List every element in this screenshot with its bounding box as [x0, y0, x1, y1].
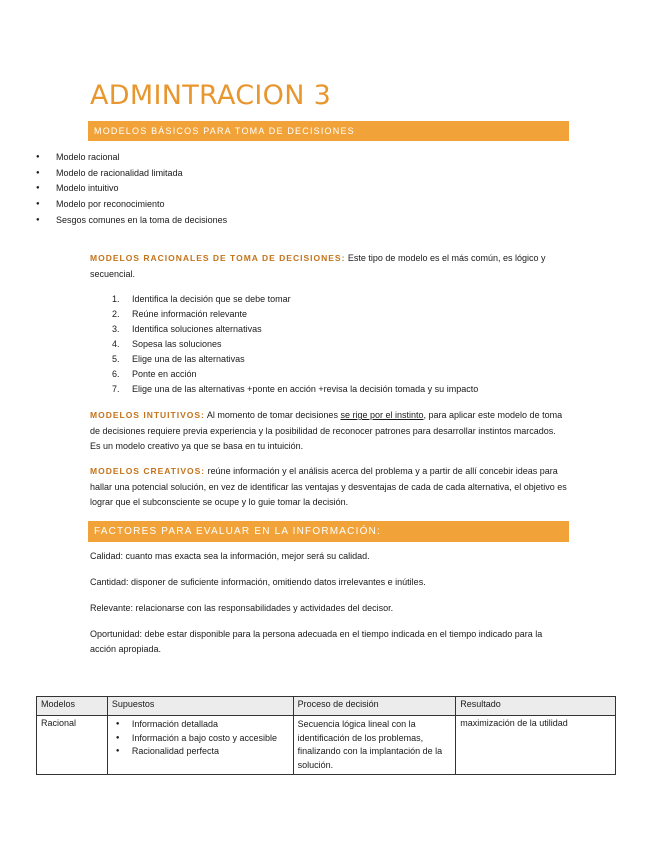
section-heading-factores: FACTORES PARA EVALUAR EN LA INFORMACIÓN:	[88, 521, 569, 542]
list-item	[112, 367, 478, 382]
creativos-paragraph	[90, 464, 568, 511]
list-item: ● Información detallada	[112, 718, 289, 732]
list-item: ● Información a bajo costo y accesible	[112, 732, 289, 746]
header-supuestos: Supuestos	[107, 697, 293, 716]
step-number: 5.	[112, 354, 120, 364]
list-item	[112, 352, 478, 367]
step-number: 3.	[112, 324, 120, 334]
list-item	[112, 322, 478, 337]
step-number: 1.	[112, 294, 120, 304]
step-number: 4.	[112, 339, 120, 349]
racionales-steps	[112, 292, 478, 397]
list-item	[112, 337, 478, 352]
factor-calidad: Calidad: cuanto mas exacta sea la información, mejor será su calidad.	[90, 551, 370, 561]
factor-oportunidad: Oportunidad: debe estar disponible para la persona adecuada en el tiempo indicada en el tiempo indicado para la acción apropiada.	[90, 629, 543, 654]
cell-modelo: Racional	[37, 716, 108, 775]
list-item	[112, 292, 478, 307]
list-item: ● Modelo intuitivo	[36, 181, 227, 197]
racionales-lead: MODELOS RACIONALES DE TOMA DE DECISIONES:	[90, 253, 346, 263]
step-text: Ponte en acción	[132, 369, 197, 379]
factor-cantidad: Cantidad: disponer de suficiente información, omitiendo datos irrelevantes e inútiles.	[90, 577, 426, 587]
step-text: Identifica soluciones alternativas	[132, 324, 262, 334]
intuitivos-underlined: se rige por el instinto	[340, 410, 424, 420]
intuitivos-text-a: Al momento de tomar decisiones	[204, 410, 341, 420]
step-text: Identifica la decisión que se debe tomar	[132, 294, 291, 304]
creativos-lead: MODELOS CREATIVOS:	[90, 466, 206, 476]
section-heading-modelos-basicos: MODELOS BÁSICOS PARA TOMA DE DECISIONES	[88, 121, 569, 141]
list-item: ● Modelo de racionalidad limitada	[36, 166, 227, 182]
modelos-list	[36, 150, 227, 229]
cell-resultado: maximización de la utilidad	[456, 716, 616, 775]
table-header-row	[37, 697, 616, 716]
factor-relevante: Relevante: relacionarse con las responsabilidades y actividades del decisor.	[90, 603, 394, 613]
cell-supuestos	[107, 716, 293, 775]
list-item	[112, 382, 478, 397]
racionales-text: Este tipo de modelo es el más común, es lógico y secuencial.	[90, 253, 546, 279]
step-number: 6.	[112, 369, 120, 379]
step-text: Reúne información relevante	[132, 309, 248, 319]
cell-proceso: Secuencia lógica lineal con la identificación de los problemas, finalizando con la implantación de la solución.	[293, 716, 456, 775]
page-title: ADMINTRACION 3	[90, 80, 332, 111]
header-resultado: Resultado	[456, 697, 616, 716]
step-text: Elige una de las alternativas	[132, 354, 245, 364]
modelos-table	[36, 696, 616, 775]
table-row	[37, 716, 616, 775]
list-item: ● Modelo racional	[36, 150, 227, 166]
intuitivos-text-b: , para aplicar este modelo de toma de decisiones requiere previa experiencia y la posibilidad de reconocer patrones para desarrollar instintos marcados. Es un modelo creativo ya que se basa en tu intuición.	[90, 410, 563, 451]
list-item: ● Modelo por reconocimiento	[36, 197, 227, 213]
intuitivos-lead: MODELOS INTUITIVOS:	[90, 410, 205, 420]
step-number: 2.	[112, 309, 120, 319]
step-text: Sopesa las soluciones	[132, 339, 222, 349]
header-proceso: Proceso de decisión	[293, 697, 456, 716]
racionales-paragraph	[90, 251, 568, 282]
list-item	[112, 307, 478, 322]
intuitivos-paragraph	[90, 408, 568, 455]
list-item: ● Sesgos comunes en la toma de decisiones	[36, 213, 227, 229]
step-number: 7.	[112, 384, 120, 394]
step-text: Elige una de las alternativas +ponte en acción +revisa la decisión tomada y su impacto	[132, 384, 479, 394]
creativos-text: reúne información y el análisis acerca del problema y a partir de allí concebir ideas para hallar una potencial solución, en vez de identificar las ventajas y desventajas de cada de cada alternativa, el objetivo es lograr que el subconsciente se ocupe y lo guie tomar la decisión.	[90, 466, 567, 507]
header-modelos: Modelos	[37, 697, 108, 716]
list-item: ● Racionalidad perfecta	[112, 745, 289, 759]
